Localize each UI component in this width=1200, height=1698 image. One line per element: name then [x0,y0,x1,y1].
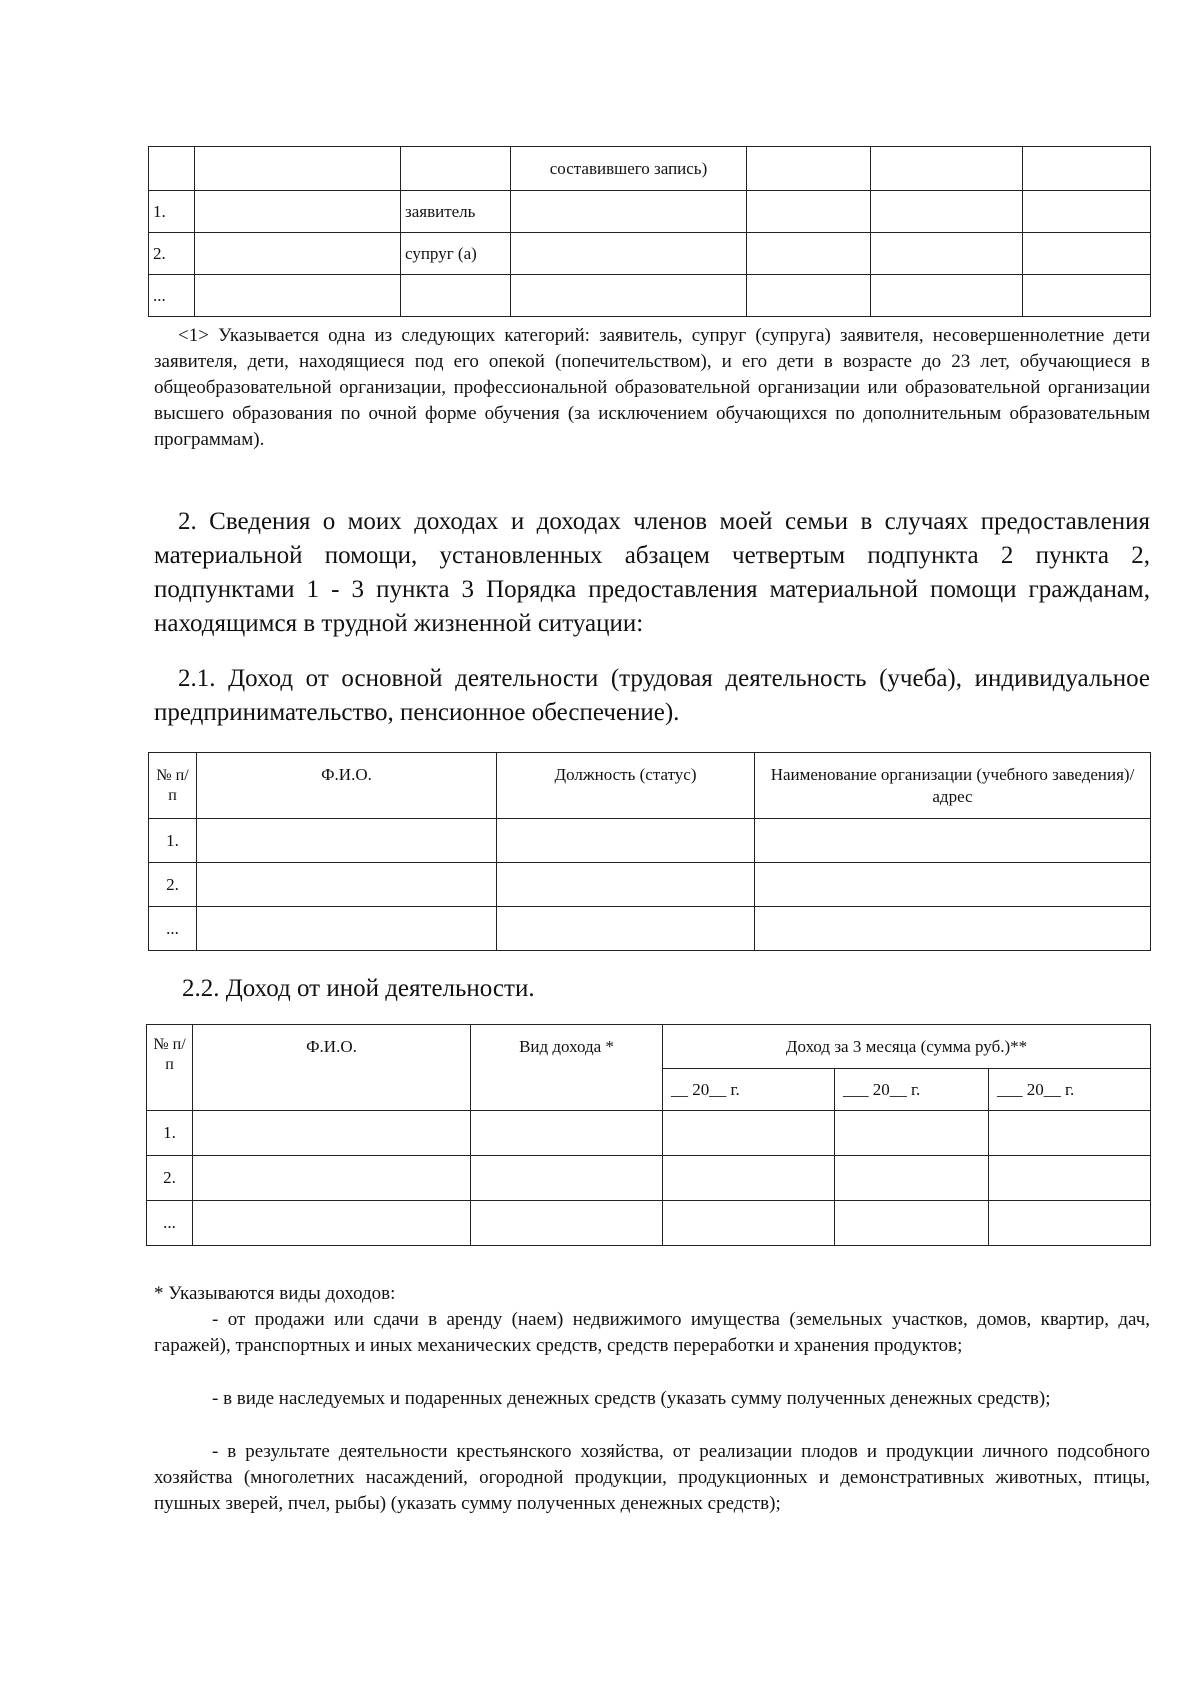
row-number: 1. [149,191,195,233]
note-item: - в виде наследуемых и подаренных денежных средств (указать сумму полученных денежных средств); [212,1388,1051,1409]
header-position: Должность (статус) [497,753,755,819]
relation-cell [401,275,511,317]
row-number: 1. [149,819,197,863]
table-header-row [147,1025,1151,1069]
header-month-2: ___ 20__ г. [835,1069,989,1111]
section-2-1-text: 2.1. Доход от основной деятельности (трудовая деятельность (учеба), индивидуальное предпринимательство, пенсионное обеспечение). [154,665,1150,726]
relation-cell: супруг (а) [401,233,511,275]
table-row [149,819,1151,863]
row-number: 2. [149,233,195,275]
table-row [149,863,1151,907]
section-2-text: 2. Сведения о моих доходах и доходах членов моей семьи в случаях предоставления материальной помощи, установленных абзацем четвертым подпункта 2 пункта 2, подпунктами 1 - 3 пункта 3 Порядка предоставления материальной помощи гражданам, находящимся в трудной жизненной ситуации: [154,508,1150,637]
notes-title: * Указываются виды доходов: [154,1283,396,1304]
table-row [147,1156,1151,1201]
table-row [149,233,1151,275]
row-number: 2. [149,863,197,907]
row-number: 2. [147,1156,193,1201]
row-number: ... [147,1201,193,1246]
header-organization: Наименование организации (учебного заведения)/адрес [755,753,1151,819]
header-fio: Ф.И.О. [197,753,497,819]
table-header-cell: составившего запись) [511,147,747,191]
header-income-type: Вид дохода * [471,1025,663,1111]
section-2-2-heading: 2.2. Доход от иной деятельности. [182,975,535,1002]
note-item: - в результате деятельности крестьянского хозяйства, от реализации плодов и продукции личного подсобного хозяйства (многолетних насаждений, огородной продукции, продукционных и демонстративных животных, птицы, пушных зверей, пчел, рыбы) (указать сумму полученных денежных средств); [154,1441,1150,1514]
header-num: № п/п [147,1025,193,1111]
relation-cell: заявитель [401,191,511,233]
main-income-table [148,752,1151,951]
note-item: - от продажи или сдачи в аренду (наем) недвижимого имущества (земельных участков, домов, квартир, дач, гаражей), транспортных и иных механических средств, средств переработки и хранения продуктов; [154,1309,1150,1356]
footnote-categories: <1> Указывается одна из следующих категорий: заявитель, супруг (супруга) заявителя, несовершеннолетние дети заявителя, дети, находящиеся под его опекой (попечительством), и его дети в возрасте до 23 лет, обучающиеся в общеобразовательной организации, профессиональной образовательной организации или образовательной организации высшего образования по очной форме обучения (за исключением обучающихся по дополнительным образовательным программам). [154,325,1150,450]
header-month-1: __ 20__ г. [663,1069,835,1111]
header-income-3-months: Доход за 3 месяца (сумма руб.)** [663,1025,1151,1069]
table-row [149,907,1151,951]
row-number: ... [149,907,197,951]
row-number: ... [149,275,195,317]
table-row [149,191,1151,233]
family-table [148,146,1151,317]
table-row [149,147,1151,191]
table-row [147,1111,1151,1156]
header-month-3: ___ 20__ г. [989,1069,1151,1111]
header-num: № п/п [149,753,197,819]
row-number: 1. [147,1111,193,1156]
table-row [149,275,1151,317]
header-fio: Ф.И.О. [193,1025,471,1111]
table-row [147,1201,1151,1246]
other-income-table [146,1024,1151,1246]
table-header-row [149,753,1151,819]
